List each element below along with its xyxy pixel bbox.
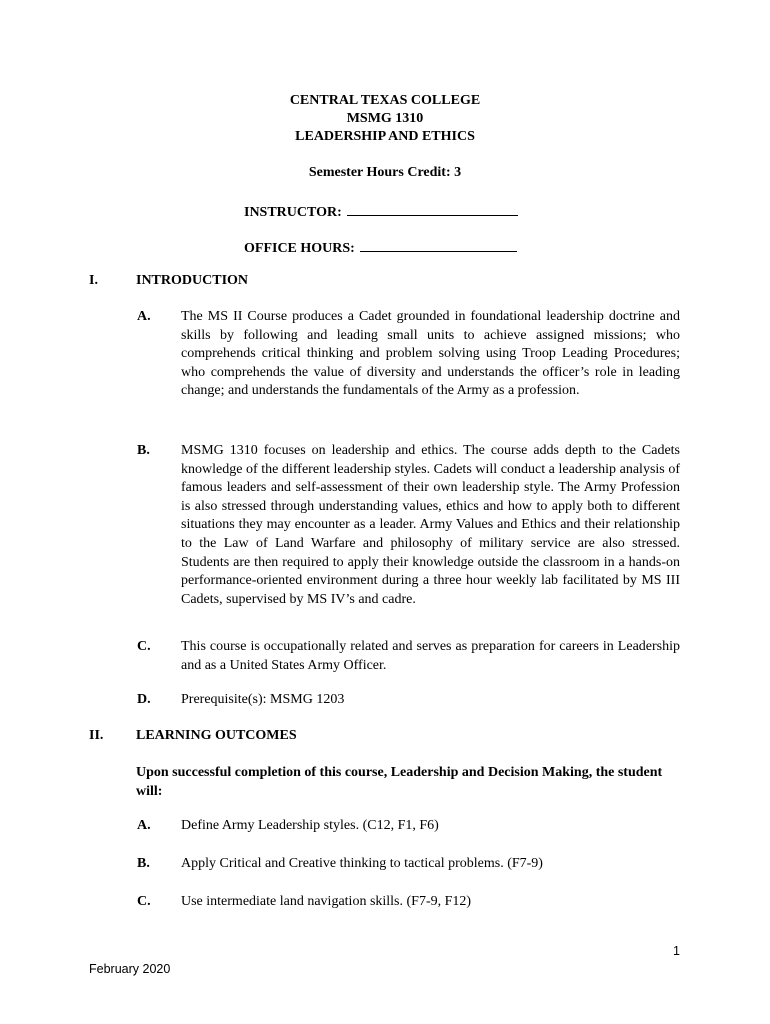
- item-letter: D.: [137, 692, 151, 707]
- item-letter: C.: [137, 639, 151, 654]
- item-letter: A.: [137, 818, 151, 833]
- outcomes-intro: Upon successful completion of this course, Leadership and Decision Making, the student will:: [136, 765, 663, 799]
- section-title: INTRODUCTION: [136, 273, 249, 288]
- office-hours-label: OFFICE HOURS:: [244, 241, 355, 256]
- section-numeral: I.: [89, 273, 98, 288]
- outcome-text: Define Army Leadership styles. (C12, F1, F6): [181, 818, 439, 833]
- course-code: MSMG 1310: [346, 111, 424, 126]
- office-hours-line: [244, 237, 517, 257]
- paragraph: The MS II Course produces a Cadet grounded in foundational leadership doctrine and skills by following and leading small units to achieve assigned missions; who comprehends critical thinking and problem solving using Troop Leading Procedures; who comprehends the value of diversity and understands the officer’s role in leading change; and understands the fundamentals of the Army as a profession.: [181, 309, 680, 399]
- item-letter: B.: [137, 856, 150, 871]
- item-letter: C.: [137, 894, 151, 909]
- credit-hours: Semester Hours Credit: 3: [308, 165, 462, 180]
- paragraph: Prerequisite(s): MSMG 1203: [181, 692, 345, 707]
- instructor-blank: [347, 201, 518, 216]
- section-numeral: II.: [89, 728, 104, 743]
- office-hours-blank: [360, 237, 517, 252]
- college-name: CENTRAL TEXAS COLLEGE: [289, 93, 481, 108]
- page-number: 1: [673, 944, 680, 958]
- paragraph: This course is occupationally related and serves as preparation for careers in Leadership and as a United States Army Officer.: [181, 639, 680, 673]
- item-letter: A.: [137, 309, 151, 324]
- outcome-text: Use intermediate land navigation skills. (F7-9, F12): [181, 894, 472, 909]
- paragraph: MSMG 1310 focuses on leadership and ethics. The course adds depth to the Cadets knowledge of the different leadership styles. Cadets will conduct a leadership analysis of famous leaders and self-assessment of their own leadership style. The Army Profession is also stressed through understanding values, ethics and how to apply both to different situations they may encounter as a leader. Army Values and Ethics and their relationship to the Law of Land Warfare and philosophy of military service are also stressed. Students are then required to apply their knowledge outside the classroom in a hands-on performance-oriented environment during a three hour weekly lab facilitated by MS III Cadets, supervised by MS IV’s and cadre.: [181, 443, 680, 607]
- section-title: LEARNING OUTCOMES: [136, 728, 297, 743]
- footer-date: February 2020: [89, 962, 171, 976]
- instructor-label: INSTRUCTOR:: [244, 205, 342, 220]
- instructor-line: [244, 201, 518, 221]
- course-title: LEADERSHIP AND ETHICS: [295, 129, 475, 144]
- outcome-text: Apply Critical and Creative thinking to tactical problems. (F7-9): [181, 856, 543, 871]
- item-letter: B.: [137, 443, 150, 458]
